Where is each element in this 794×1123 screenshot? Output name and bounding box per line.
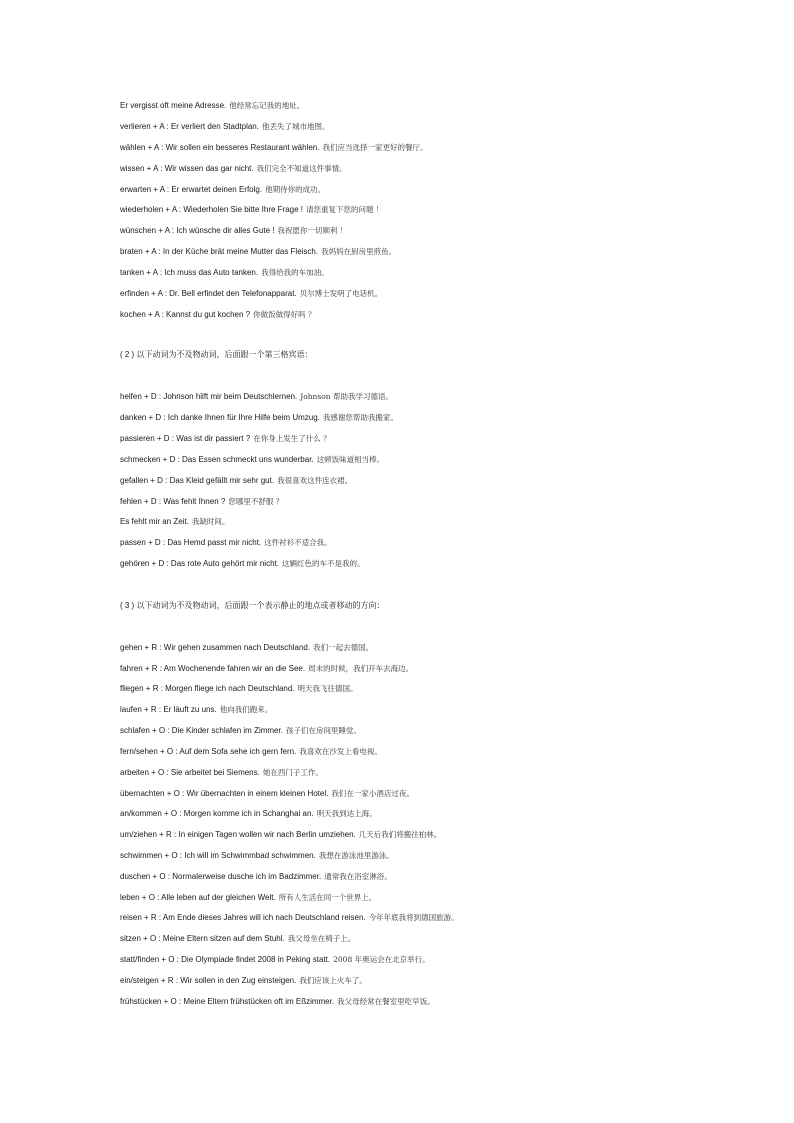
german-sentence: danken + D : Ich danke Ihnen für Ihre Hilfe beim Umzug. bbox=[120, 413, 320, 422]
chinese-translation: 我们应该上火车了。 bbox=[299, 976, 367, 985]
example-line bbox=[120, 872, 392, 882]
chinese-translation: 孩子们在房间里睡觉。 bbox=[285, 726, 361, 735]
chinese-translation: 我喜欢在沙发上看电视。 bbox=[299, 747, 382, 756]
german-sentence: erwarten + A : Er erwartet deinen Erfolg. bbox=[120, 185, 263, 194]
chinese-translation: 今年年底我将到德国旅游。 bbox=[368, 913, 459, 922]
chinese-translation: 他期待你的成功。 bbox=[265, 185, 326, 194]
example-line bbox=[120, 413, 398, 423]
example-line bbox=[120, 392, 393, 402]
example-line bbox=[120, 310, 316, 320]
german-sentence: arbeiten + O : Sie arbeitet bei Siemens. bbox=[120, 768, 260, 777]
chinese-translation: Johnson 帮助我学习德语。 bbox=[300, 392, 393, 401]
german-sentence: helfen + D : Johnson hilft mir beim Deutschlernen. bbox=[120, 392, 298, 401]
chinese-translation: 他经常忘记我的地址。 bbox=[229, 101, 305, 110]
chinese-translation: 周末的时候，我们开车去海边。 bbox=[308, 664, 414, 673]
example-line bbox=[120, 101, 304, 111]
german-sentence: fehlen + D : Was fehlt Ihnen ? bbox=[120, 497, 226, 506]
example-line bbox=[120, 726, 361, 736]
chinese-translation: 这顿饭味道相当棒。 bbox=[316, 455, 385, 464]
german-sentence: duschen + O : Normalerweise dusche ich im Badzimmer. bbox=[120, 872, 322, 881]
example-line bbox=[120, 934, 355, 944]
chinese-translation: 我得给我的车加油。 bbox=[261, 268, 329, 277]
chinese-translation: 我很喜欢这件连衣裙。 bbox=[277, 476, 353, 485]
example-line bbox=[120, 976, 367, 986]
example-line bbox=[120, 684, 358, 694]
chinese-translation: 在你身上发生了什么 ？ bbox=[253, 434, 331, 443]
german-sentence: fern/sehen + O : Auf dem Sofa sehe ich gern fern. bbox=[120, 747, 297, 756]
chinese-translation: 明天我到达上海。 bbox=[316, 809, 377, 818]
example-line bbox=[120, 455, 384, 465]
german-sentence: schlafen + O : Die Kinder schlafen im Zimmer. bbox=[120, 726, 283, 735]
example-line bbox=[120, 705, 272, 715]
chinese-translation: 你做饭做得好吗 ？ bbox=[253, 310, 316, 319]
german-sentence: schmecken + D : Das Essen schmeckt uns wunderbar. bbox=[120, 455, 314, 464]
example-line bbox=[120, 434, 331, 444]
chinese-translation: 明天我飞往德国。 bbox=[297, 684, 358, 693]
chinese-translation: 他丢失了城市地图。 bbox=[261, 122, 330, 131]
example-line bbox=[120, 830, 441, 840]
german-sentence: gehören + D : Das rote Auto gehört mir nicht. bbox=[120, 559, 279, 568]
german-sentence: ein/steigen + R : Wir sollen in den Zug einsteigen. bbox=[120, 976, 297, 985]
chinese-translation: 我祝愿你一切顺利 ！ bbox=[277, 226, 348, 235]
german-sentence: fliegen + R : Morgen fliege ich nach Deutschland. bbox=[120, 684, 295, 693]
chinese-translation: 通常我在浴室淋浴。 bbox=[324, 872, 392, 881]
german-sentence: wählen + A : Wir sollen ein besseres Restaurant wählen. bbox=[120, 143, 320, 152]
chinese-translation: 她在西门子工作。 bbox=[262, 768, 323, 777]
german-sentence: wissen + A : Wir wissen das gar nicht. bbox=[120, 164, 254, 173]
german-sentence: laufen + R : Er läuft zu uns. bbox=[120, 705, 217, 714]
chinese-translation: 他向我们跑来。 bbox=[219, 705, 273, 714]
example-line bbox=[120, 476, 352, 486]
german-sentence: sitzen + O : Meine Eltern sitzen auf dem Stuhl. bbox=[120, 934, 285, 943]
german-sentence: Er vergisst oft meine Adresse. bbox=[120, 101, 227, 110]
chinese-translation: 我缺时间。 bbox=[191, 517, 230, 526]
chinese-translation: 我妈妈在厨房里煎鱼。 bbox=[321, 247, 397, 256]
example-line bbox=[120, 851, 394, 861]
chinese-translation: 我父母坐在椅子上。 bbox=[287, 934, 356, 943]
section-heading: ( 3 ) 以下动词为不及物动词，后面跟一个表示静止的地点或者移动的方向： bbox=[120, 601, 385, 610]
chinese-translation: 我们一起去德国。 bbox=[313, 643, 374, 652]
german-sentence: an/kommen + O : Morgen komme ich in Schanghai an. bbox=[120, 809, 314, 818]
german-sentence: verlieren + A : Er verliert den Stadtplan. bbox=[120, 122, 259, 131]
chinese-translation: 我们在一家小酒店过夜。 bbox=[331, 789, 414, 798]
chinese-translation: 我感谢您帮助我搬家。 bbox=[322, 413, 398, 422]
german-sentence: kochen + A : Kannst du gut kochen ? bbox=[120, 310, 251, 319]
example-line bbox=[120, 205, 383, 215]
example-line bbox=[120, 809, 377, 819]
example-line bbox=[120, 122, 329, 132]
example-line bbox=[120, 143, 427, 153]
german-sentence: übernachten + O : Wir übernachten in einem kleinen Hotel. bbox=[120, 789, 329, 798]
german-sentence: gehen + R : Wir gehen zusammen nach Deutschland. bbox=[120, 643, 311, 652]
example-line bbox=[120, 913, 459, 923]
chinese-translation: 您哪里不舒服 ？ bbox=[228, 497, 284, 506]
german-sentence: leben + O : Alle leben auf der gleichen Welt. bbox=[120, 893, 276, 902]
example-line bbox=[120, 517, 229, 527]
example-line bbox=[120, 185, 325, 195]
section-heading: ( 2 ) 以下动词为不及物动词，后面跟一个第三格宾语： bbox=[120, 350, 313, 359]
chinese-translation: 这辆红色的车不是我的。 bbox=[281, 559, 365, 568]
example-line bbox=[120, 268, 329, 278]
example-line bbox=[120, 789, 414, 799]
german-sentence: wünschen + A : Ich wünsche dir alles Gute ! bbox=[120, 226, 275, 235]
example-line bbox=[120, 247, 396, 257]
example-line bbox=[120, 497, 283, 507]
example-line bbox=[120, 893, 376, 903]
german-sentence: wiederholen + A : Wiederholen Sie bitte Ihre Frage ! bbox=[120, 205, 303, 214]
german-sentence: erfinden + A : Dr. Bell erfindet den Telefonapparat. bbox=[120, 289, 297, 298]
chinese-translation: 贝尔博士发明了电话机。 bbox=[299, 289, 383, 298]
chinese-translation: 我们完全不知道这件事情。 bbox=[256, 164, 347, 173]
chinese-translation: 几天后我们将搬往柏林。 bbox=[358, 830, 442, 839]
chinese-translation: 我父母经常在餐室里吃早饭。 bbox=[337, 997, 435, 1006]
german-sentence: um/ziehen + R : In einigen Tagen wollen wir nach Berlin umziehen. bbox=[120, 830, 356, 839]
example-line bbox=[120, 164, 347, 174]
german-sentence: schwimmen + O : Ich will im Schwimmbad schwimmen. bbox=[120, 851, 316, 860]
german-sentence: frühstücken + O : Meine Eltern frühstücken oft im Eßzimmer. bbox=[120, 997, 335, 1006]
german-sentence: Es fehlt mir an Zeit. bbox=[120, 517, 189, 526]
german-sentence: passieren + D : Was ist dir passiert ? bbox=[120, 434, 251, 443]
example-line bbox=[120, 643, 373, 653]
german-sentence: fahren + R : Am Wochenende fahren wir an die See. bbox=[120, 664, 306, 673]
example-line bbox=[120, 955, 430, 965]
chinese-translation: 请您重复下您的问题 ！ bbox=[306, 205, 384, 214]
chinese-translation: 2008 年奥运会在北京举行。 bbox=[333, 955, 430, 964]
example-line bbox=[120, 226, 347, 236]
german-sentence: statt/finden + O : Die Olympiade findet 2008 in Peking statt. bbox=[120, 955, 331, 964]
german-sentence: passen + D : Das Hemd passt mir nicht. bbox=[120, 538, 262, 547]
german-sentence: gefallen + D : Das Kleid gefällt mir sehr gut. bbox=[120, 476, 275, 485]
example-line bbox=[120, 538, 332, 548]
example-line bbox=[120, 289, 382, 299]
example-line bbox=[120, 747, 382, 757]
example-line bbox=[120, 768, 323, 778]
example-line bbox=[120, 664, 413, 674]
chinese-translation: 这件衬衫不适合我。 bbox=[264, 538, 332, 547]
german-sentence: tanken + A : Ich muss das Auto tanken. bbox=[120, 268, 259, 277]
german-sentence: reisen + R : Am Ende dieses Jahres will ich nach Deutschland reisen. bbox=[120, 913, 366, 922]
example-line bbox=[120, 559, 364, 569]
chinese-translation: 我们应当选择一家更好的餐厅。 bbox=[322, 143, 428, 152]
chinese-translation: 我想在游泳池里游泳。 bbox=[318, 851, 394, 860]
german-sentence: braten + A : In der Küche brät meine Mutter das Fleisch. bbox=[120, 247, 319, 256]
chinese-translation: 所有人生活在同一个世界上。 bbox=[278, 893, 377, 902]
example-line bbox=[120, 997, 435, 1007]
